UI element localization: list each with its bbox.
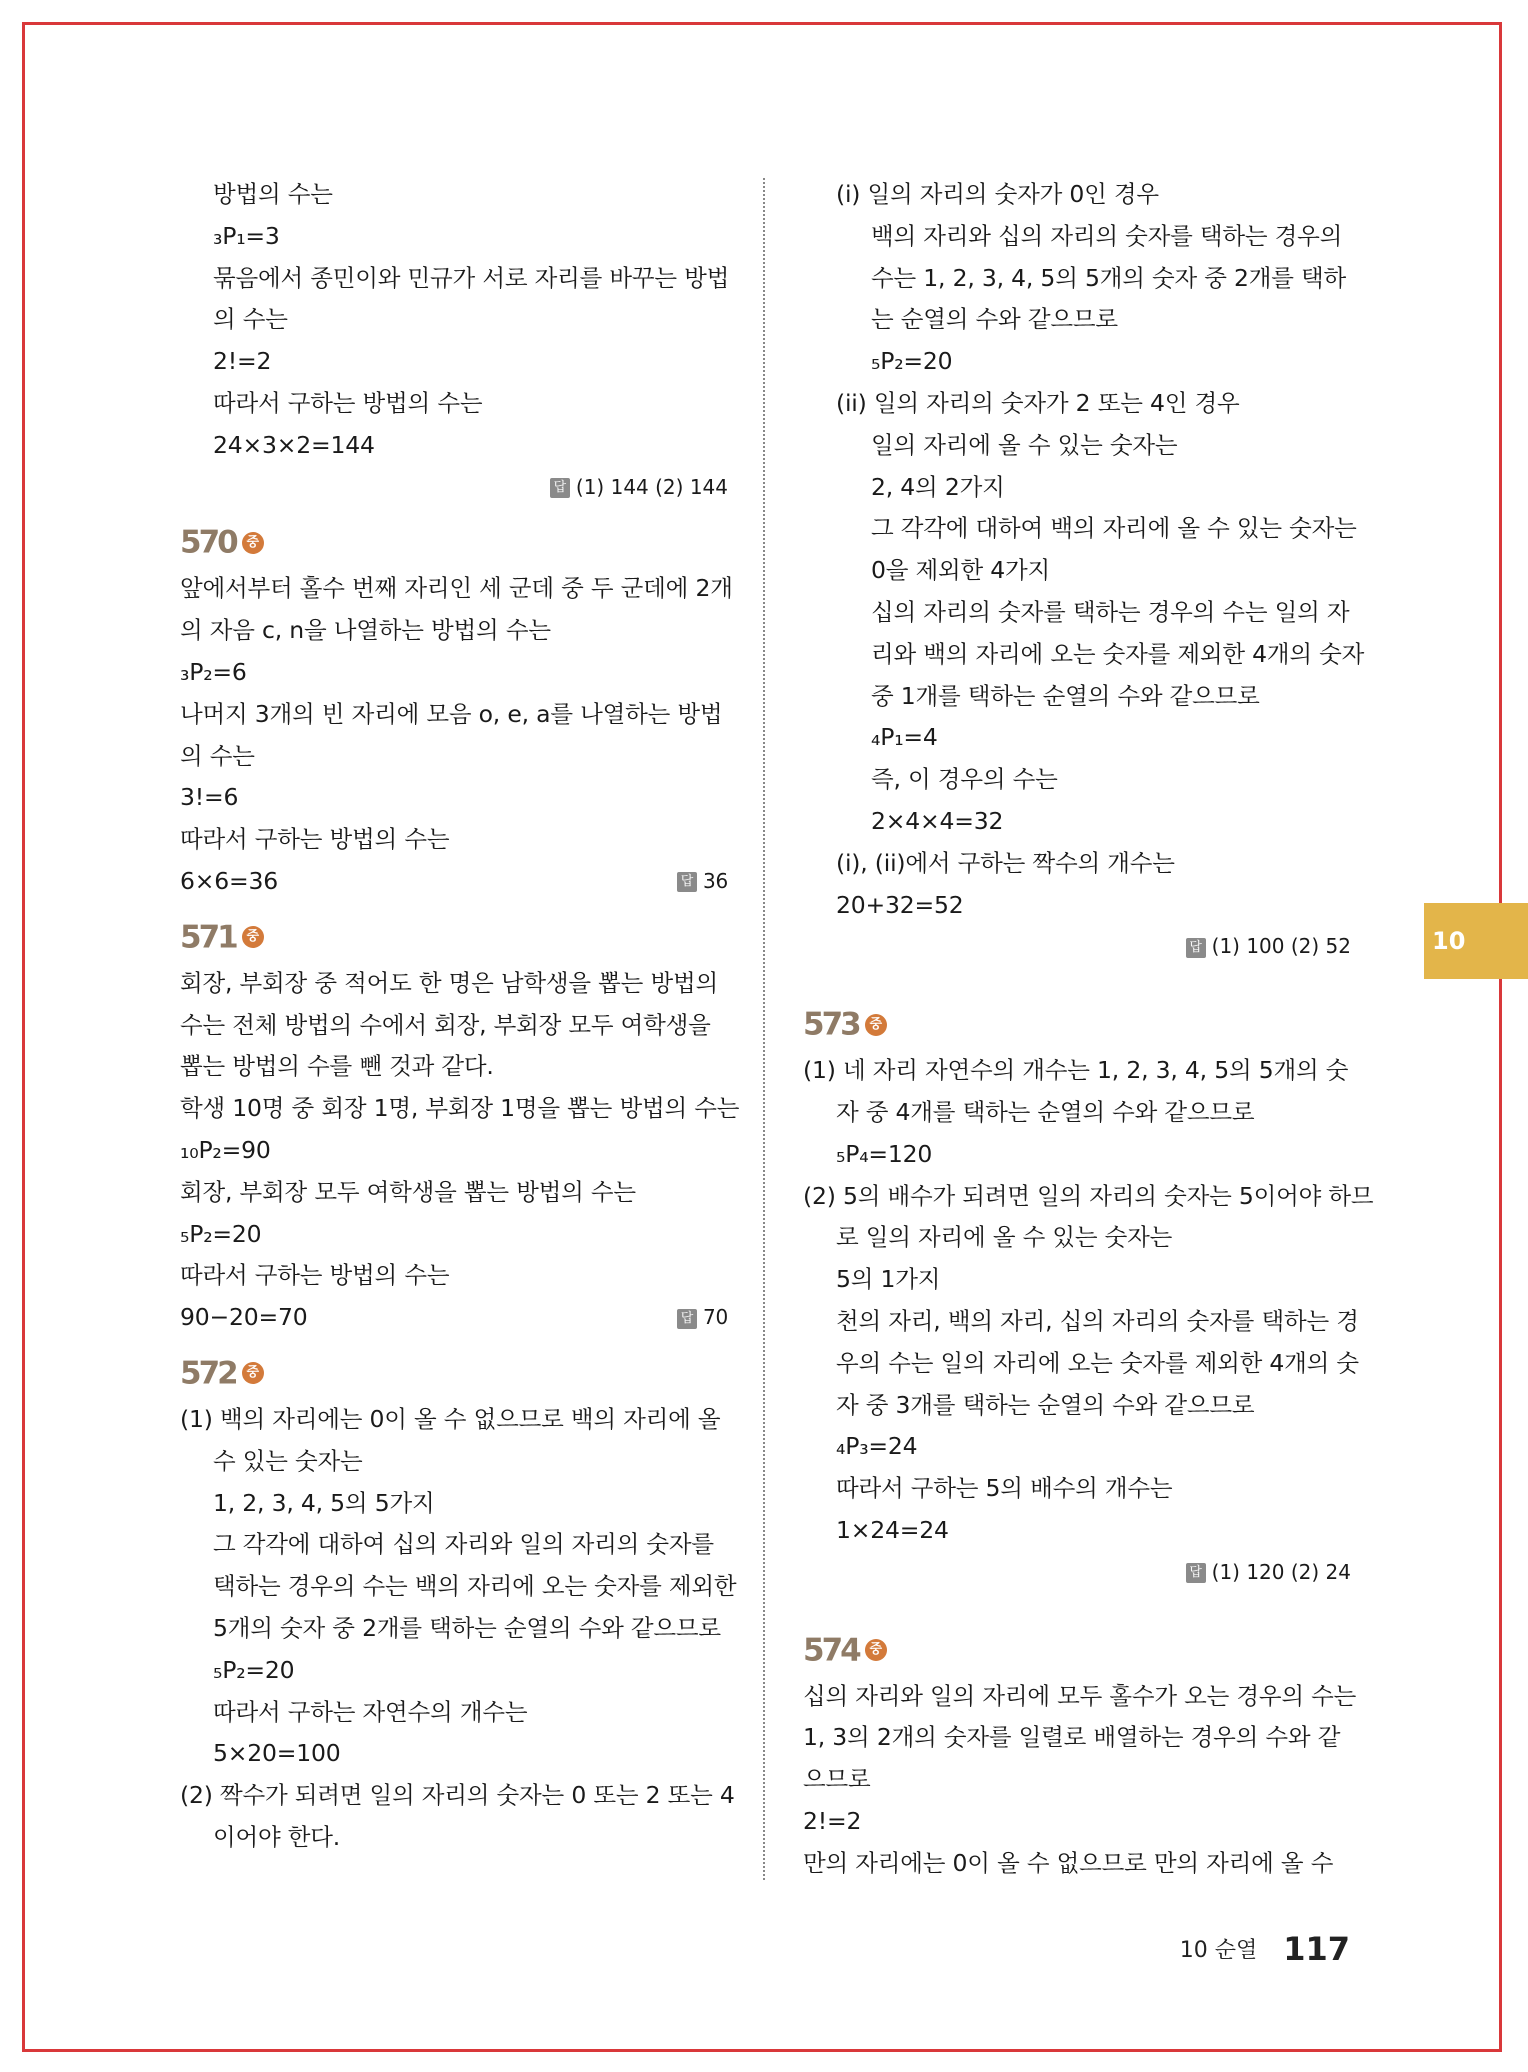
page-number: 117 <box>1283 1930 1350 1968</box>
text-line: 로 일의 자리에 올 수 있는 숫자는 <box>836 1223 1173 1252</box>
text-line: 따라서 구하는 5의 배수의 개수는 <box>836 1474 1173 1503</box>
formula-line: ₄P₁=4 <box>871 723 938 752</box>
formula-line: 24×3×2=144 <box>213 430 375 459</box>
text-line: 따라서 구하는 방법의 수는 <box>180 1261 450 1290</box>
text-line: (2) 짝수가 되려면 일의 자리의 숫자는 0 또는 2 또는 4 <box>180 1781 735 1810</box>
text-line: 1, 2, 3, 4, 5의 5가지 <box>213 1488 435 1517</box>
formula-line: ₅P₂=20 <box>180 1219 262 1248</box>
text-line: 일의 자리에 올 수 있는 숫자는 <box>871 430 1178 459</box>
text-line: 이어야 한다. <box>213 1822 341 1851</box>
answer-text: 36 <box>702 868 728 893</box>
text-line: 앞에서부터 홀수 번째 자리인 세 군데 중 두 군데에 2개 <box>180 574 733 603</box>
difficulty-badge: 중 <box>242 926 264 948</box>
formula-line: 3!=6 <box>180 783 239 812</box>
text-line: 우의 수는 일의 자리에 오는 숫자를 제외한 4개의 숫 <box>836 1348 1359 1377</box>
text-line: 학생 10명 중 회장 1명, 부회장 1명을 뽑는 방법의 수는 <box>180 1094 740 1123</box>
text-line: 회장, 부회장 중 적어도 한 명은 남학생을 뽑는 방법의 <box>180 968 718 997</box>
text-line: 나머지 3개의 빈 자리에 모음 o, e, a를 나열하는 방법 <box>180 699 723 728</box>
text-line: (i) 일의 자리의 숫자가 0인 경우 <box>836 180 1159 208</box>
left-column <box>180 174 740 1859</box>
text-line: 수는 1, 2, 3, 4, 5의 5개의 숫자 중 2개를 택하 <box>871 263 1347 292</box>
text-line: 따라서 구하는 방법의 수는 <box>213 388 483 417</box>
text-line: 십의 자리의 숫자를 택하는 경우의 수는 일의 자 <box>871 597 1350 626</box>
formula-line: 20+32=52 <box>836 890 964 919</box>
text-line: 중 1개를 택하는 순열의 수와 같으므로 <box>871 681 1260 710</box>
answer-line <box>677 861 728 903</box>
formula-line: 5×20=100 <box>213 1739 341 1768</box>
text-line: 리와 백의 자리에 오는 숫자를 제외한 4개의 숫자 <box>871 639 1365 668</box>
text-line: 자 중 3개를 택하는 순열의 수와 같으므로 <box>836 1390 1255 1419</box>
text-line: 1, 3의 2개의 숫자를 일렬로 배열하는 경우의 수와 같 <box>803 1723 1341 1752</box>
formula-line: ₅P₄=120 <box>836 1139 933 1168</box>
formula-line: 2!=2 <box>803 1806 862 1835</box>
problem-header-573 <box>803 998 1351 1050</box>
text-line: 백의 자리와 십의 자리의 숫자를 택하는 경우의 <box>871 221 1343 250</box>
formula-line <box>180 1297 728 1339</box>
text-line: 의 자음 c, n을 나열하는 방법의 수는 <box>180 616 551 645</box>
answer-icon: 답 <box>1186 938 1206 958</box>
answer-text: (1) 100 (2) 52 <box>1211 934 1351 959</box>
formula-line: ₅P₂=20 <box>213 1655 295 1684</box>
problem-number: 570 <box>180 524 236 561</box>
formula-text: 6×6=36 <box>180 866 278 895</box>
answer-icon: 답 <box>677 872 697 892</box>
formula-text: 90−20=70 <box>180 1303 308 1332</box>
formula-line: ₁₀P₂=90 <box>180 1135 271 1164</box>
text-line: 수는 전체 방법의 수에서 회장, 부회장 모두 여학생을 <box>180 1010 711 1039</box>
answer-line <box>803 926 1351 968</box>
answer-icon: 답 <box>1186 1563 1206 1583</box>
text-line: 천의 자리, 백의 자리, 십의 자리의 숫자를 택하는 경 <box>836 1306 1359 1335</box>
text-line: (ii) 일의 자리의 숫자가 2 또는 4인 경우 <box>836 388 1240 417</box>
problem-number: 572 <box>180 1355 236 1392</box>
text-line: 의 수는 <box>180 741 255 770</box>
text-line: 0을 제외한 4가지 <box>871 556 1051 585</box>
problem-number: 574 <box>803 1632 859 1668</box>
formula-line: ₃P₂=6 <box>180 657 247 686</box>
problem-header-570 <box>180 516 728 568</box>
text-line: 택하는 경우의 수는 백의 자리에 오는 숫자를 제외한 <box>213 1572 737 1601</box>
text-line: 그 각각에 대하여 백의 자리에 올 수 있는 숫자는 <box>871 514 1357 543</box>
formula-line: 2×4×4=32 <box>871 806 1004 835</box>
text-line: 만의 자리에는 0이 올 수 없으므로 만의 자리에 올 수 <box>803 1848 1334 1877</box>
problem-number: 571 <box>180 919 236 956</box>
column-divider <box>763 178 765 1880</box>
text-line: 자 중 4개를 택하는 순열의 수와 같으므로 <box>836 1097 1255 1126</box>
formula-line: ₄P₃=24 <box>836 1432 918 1461</box>
text-line: 5의 1가지 <box>836 1265 941 1294</box>
difficulty-badge: 중 <box>242 532 264 554</box>
answer-line <box>803 1552 1351 1594</box>
text-line: 뽑는 방법의 수를 뺀 것과 같다. <box>180 1052 494 1081</box>
difficulty-badge: 중 <box>865 1014 887 1036</box>
formula-line: ₃P₁=3 <box>213 221 280 250</box>
right-column <box>803 174 1374 1884</box>
text-line: 회장, 부회장 모두 여학생을 뽑는 방법의 수는 <box>180 1177 636 1206</box>
formula-line: ₅P₂=20 <box>871 347 953 376</box>
text-line: 방법의 수는 <box>213 180 333 208</box>
problem-header-572 <box>180 1347 728 1399</box>
answer-icon: 답 <box>677 1309 697 1329</box>
problem-header-574 <box>803 1624 1351 1676</box>
text-line: 그 각각에 대하여 십의 자리와 일의 자리의 숫자를 <box>213 1530 714 1559</box>
text-line: 십의 자리와 일의 자리에 모두 홀수가 오는 경우의 수는 <box>803 1681 1357 1710</box>
problem-header-571 <box>180 911 728 963</box>
problem-number: 573 <box>803 1006 859 1043</box>
formula-line: 2!=2 <box>213 347 272 376</box>
answer-text: 70 <box>702 1305 728 1330</box>
footer-chapter: 10 순열 <box>1179 1938 1258 1963</box>
formula-line <box>180 861 728 903</box>
text-line: 의 수는 <box>213 305 288 334</box>
text-line: (i), (ii)에서 구하는 짝수의 개수는 <box>836 848 1175 877</box>
formula-line: 1×24=24 <box>836 1515 949 1544</box>
text-line: 즉, 이 경우의 수는 <box>871 765 1058 794</box>
text-line: 2, 4의 2가지 <box>871 472 1005 501</box>
answer-text: (1) 120 (2) 24 <box>1211 1559 1351 1584</box>
text-line: (1) 백의 자리에는 0이 올 수 없으므로 백의 자리에 올 <box>180 1404 721 1433</box>
text-line: 따라서 구하는 자연수의 개수는 <box>213 1697 528 1726</box>
text-line: 5개의 숫자 중 2개를 택하는 순열의 수와 같으므로 <box>213 1613 721 1642</box>
text-line: (2) 5의 배수가 되려면 일의 자리의 숫자는 5이어야 하므 <box>803 1181 1374 1210</box>
answer-line <box>180 467 728 509</box>
text-line: 으므로 <box>803 1765 871 1794</box>
text-line: (1) 네 자리 자연수의 개수는 1, 2, 3, 4, 5의 5개의 숫 <box>803 1056 1349 1085</box>
answer-icon: 답 <box>550 478 570 498</box>
answer-text: (1) 144 (2) 144 <box>575 474 728 499</box>
page-footer <box>1180 1930 1350 1968</box>
text-line: 수 있는 숫자는 <box>213 1446 363 1475</box>
text-line: 묶음에서 종민이와 민규가 서로 자리를 바꾸는 방법 <box>213 263 730 292</box>
text-line: 는 순열의 수와 같으므로 <box>871 305 1118 334</box>
chapter-tab: 10 <box>1424 903 1528 979</box>
difficulty-badge: 중 <box>242 1362 264 1384</box>
difficulty-badge: 중 <box>865 1639 887 1661</box>
answer-line <box>677 1297 728 1339</box>
text-line: 따라서 구하는 방법의 수는 <box>180 825 450 854</box>
